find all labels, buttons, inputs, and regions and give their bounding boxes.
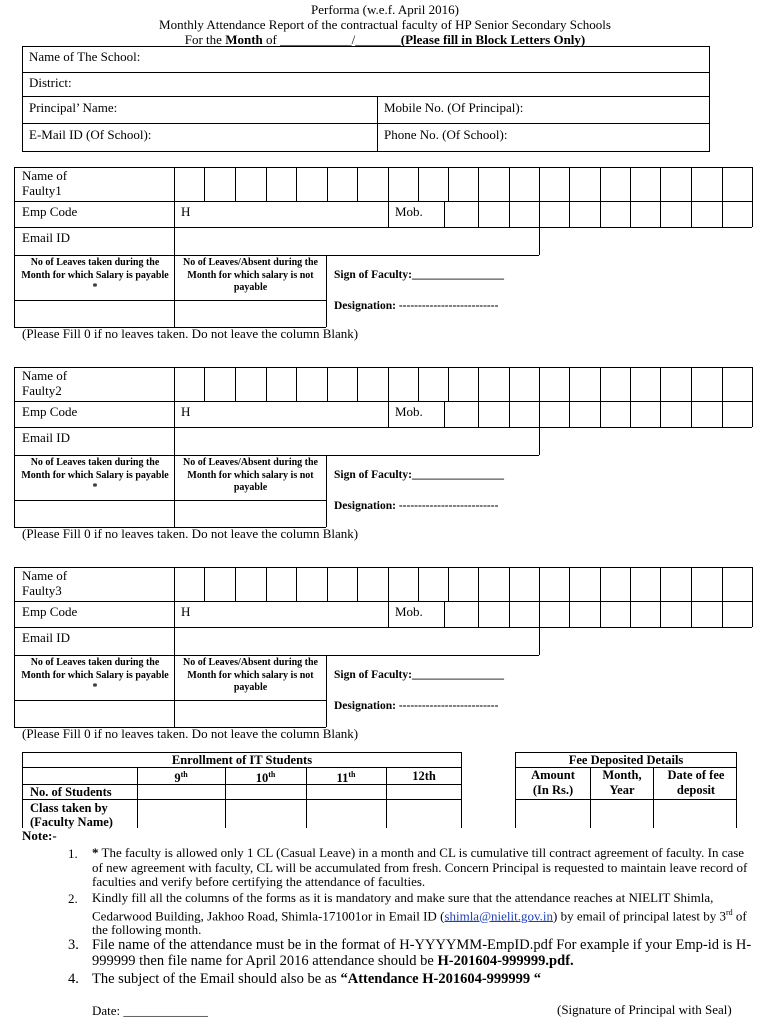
faculty2-mob-label: Mob. (395, 404, 423, 419)
faculty3-leaves-not-payable-input[interactable] (175, 701, 325, 726)
faculty3-name-label: Name of (22, 568, 68, 583)
faculty3-designation-line: Designation: -------------------------- (334, 700, 499, 712)
enrollment-col-11: 11th (336, 770, 356, 786)
faculty1-emp-code-label: Emp Code (22, 204, 78, 219)
date-field[interactable]: Date: _____________ (92, 1003, 208, 1018)
note-1: * The faculty is allowed only 1 CL (Casual Leave) in a month and CL is cumulative till contract agreement of faculty. In case of new agreement with faculty, CL will be accumulated from fresh. Concern Principal is requested to maintain leave record of faculties and verify before certifying the attendance of faculties. (92, 845, 748, 889)
faculty3-fill-note: (Please Fill 0 if no leaves taken. Do not leave the column Blank) (22, 726, 359, 741)
school-phone-field[interactable]: Phone No. (Of School): (384, 127, 508, 142)
form-title-line2: Monthly Attendance Report of the contractual faculty of HP Senior Secondary Schools (159, 17, 611, 32)
faculty1-leaves-payable-input[interactable] (15, 301, 173, 326)
faculty1-fill-note: (Please Fill 0 if no leaves taken. Do not leave the column Blank) (22, 326, 359, 341)
faculty1-email-label: Email ID (22, 230, 71, 245)
faculty1-leaves-payable-header: No of Leaves taken during the Month for which Salary is payable * (21, 257, 169, 293)
row-class-taken-by: Class taken by (Faculty Name) (30, 801, 113, 829)
faculty1-name-boxes[interactable] (175, 168, 751, 200)
principal-name-field[interactable]: Principal’ Name: (29, 100, 118, 115)
faculty1-leaves-not-payable-header: No of Leaves/Absent during the Month for which salary is not payable (182, 257, 318, 293)
faculty3-emp-code-prefix: H (181, 604, 191, 619)
students-11-input[interactable] (307, 785, 386, 799)
principal-mobile-field[interactable]: Mobile No. (Of Principal): (384, 100, 524, 115)
faculty1-name-label-2: Faulty1 (22, 183, 62, 198)
enrollment-col-12: 12th (412, 769, 436, 783)
faculty1-mob-label: Mob. (395, 204, 423, 219)
faculty3-leaves-payable-header: No of Leaves taken during the Month for which Salary is payable * (21, 657, 169, 693)
nielit-email-link[interactable]: shimla@nielit.gov.in (444, 907, 554, 923)
note-3: File name of the attendance must be in the format of H-YYYYMM-EmpID.pdf For example if your Emp-id is H-999999 then file name for April 2016 attendance should be H-201604-999999.pdf. (92, 937, 752, 969)
students-9-input[interactable] (138, 785, 225, 799)
faculty3-name-boxes[interactable] (175, 568, 751, 600)
faculty1-emp-code-prefix: H (181, 204, 191, 219)
enrollment-title: Enrollment of IT Students (171, 753, 313, 767)
faculty2-name-label-2: Faulty2 (22, 383, 62, 398)
faculty3-mob-label: Mob. (395, 604, 423, 619)
faculty1-designation-line: Designation: -------------------------- (334, 300, 499, 312)
students-10-input[interactable] (226, 785, 306, 799)
faculty2-emp-code-prefix: H (181, 404, 191, 419)
faculty2-leaves-payable-input[interactable] (15, 501, 173, 526)
enrollment-col-9: 9th (174, 770, 188, 786)
form-title-line3: For the Month of ___________/_______(Please fill in Block Letters Only) (184, 32, 586, 47)
note-1-number: 1. (68, 846, 78, 861)
faculty3-email-input[interactable] (175, 628, 538, 654)
faculty2-mobile-input[interactable] (445, 402, 751, 426)
faculty2-name-boxes[interactable] (175, 368, 751, 400)
fee-col-month-year: Month, Year (602, 768, 642, 797)
faculty1-mobile-input[interactable] (445, 202, 751, 226)
faculty2-name-label: Name of (22, 368, 68, 383)
faculty2-leaves-not-payable-header: No of Leaves/Absent during the Month for which salary is not payable (182, 457, 318, 493)
faculty1-leaves-not-payable-input[interactable] (175, 301, 325, 326)
faculty3-mobile-input[interactable] (445, 602, 751, 626)
note-4-number: 4. (68, 971, 79, 987)
note-2: Kindly fill all the columns of the forms as it is mandatory and make sure that the attendance reaches at NIELIT Shimla, Cedarwood Building, Jakhoo Road, Shimla-171001or in Email ID (shimla@nielit.gov.in) by email of principal latest by 3rd of the following month. (92, 890, 747, 938)
fee-title: Fee Deposited Details (568, 753, 684, 767)
students-12-input[interactable] (387, 785, 462, 799)
row-no-of-students: No. of Students (30, 785, 112, 799)
faculty2-fill-note: (Please Fill 0 if no leaves taken. Do not leave the column Blank) (22, 526, 359, 541)
note-3-number: 3. (68, 937, 79, 953)
district-field[interactable]: District: (29, 75, 72, 90)
note-2-number: 2. (68, 891, 78, 906)
school-email-field[interactable]: E-Mail ID (Of School): (29, 127, 152, 142)
school-name-field[interactable]: Name of The School: (29, 49, 141, 64)
enrollment-col-10: 10th (255, 770, 276, 786)
faculty3-name-label-2: Faulty3 (22, 583, 62, 598)
faculty2-email-input[interactable] (175, 428, 538, 454)
principal-signature: (Signature of Principal with Seal) (557, 1002, 732, 1017)
faculty2-sign-line: Sign of Faculty:________________ (334, 469, 504, 481)
faculty2-leaves-not-payable-input[interactable] (175, 501, 325, 526)
faculty3-emp-code-input[interactable] (195, 602, 387, 626)
faculty3-sign-line: Sign of Faculty:________________ (334, 669, 504, 681)
notes-heading: Note:- (22, 828, 57, 843)
faculty2-designation-line: Designation: -------------------------- (334, 500, 499, 512)
fee-col-date: Date of fee deposit (667, 768, 725, 797)
note-4: The subject of the Email should also be as “Attendance H-201604-999999 “ (92, 971, 542, 987)
faculty2-email-label: Email ID (22, 430, 71, 445)
faculty2-emp-code-input[interactable] (195, 402, 387, 426)
faculty3-email-label: Email ID (22, 630, 71, 645)
faculty2-emp-code-label: Emp Code (22, 404, 78, 419)
form-title-line1: Performa (w.e.f. April 2016) (311, 2, 459, 17)
faculty2-leaves-payable-header: No of Leaves taken during the Month for which Salary is payable * (21, 457, 169, 493)
faculty1-name-label: Name of (22, 168, 68, 183)
fee-col-amount: Amount (In Rs.) (531, 768, 575, 797)
faculty3-emp-code-label: Emp Code (22, 604, 78, 619)
faculty3-leaves-payable-input[interactable] (15, 701, 173, 726)
faculty3-leaves-not-payable-header: No of Leaves/Absent during the Month for which salary is not payable (182, 657, 318, 693)
faculty1-sign-line: Sign of Faculty:________________ (334, 269, 504, 281)
faculty1-email-input[interactable] (175, 228, 538, 254)
faculty1-emp-code-input[interactable] (195, 202, 387, 226)
